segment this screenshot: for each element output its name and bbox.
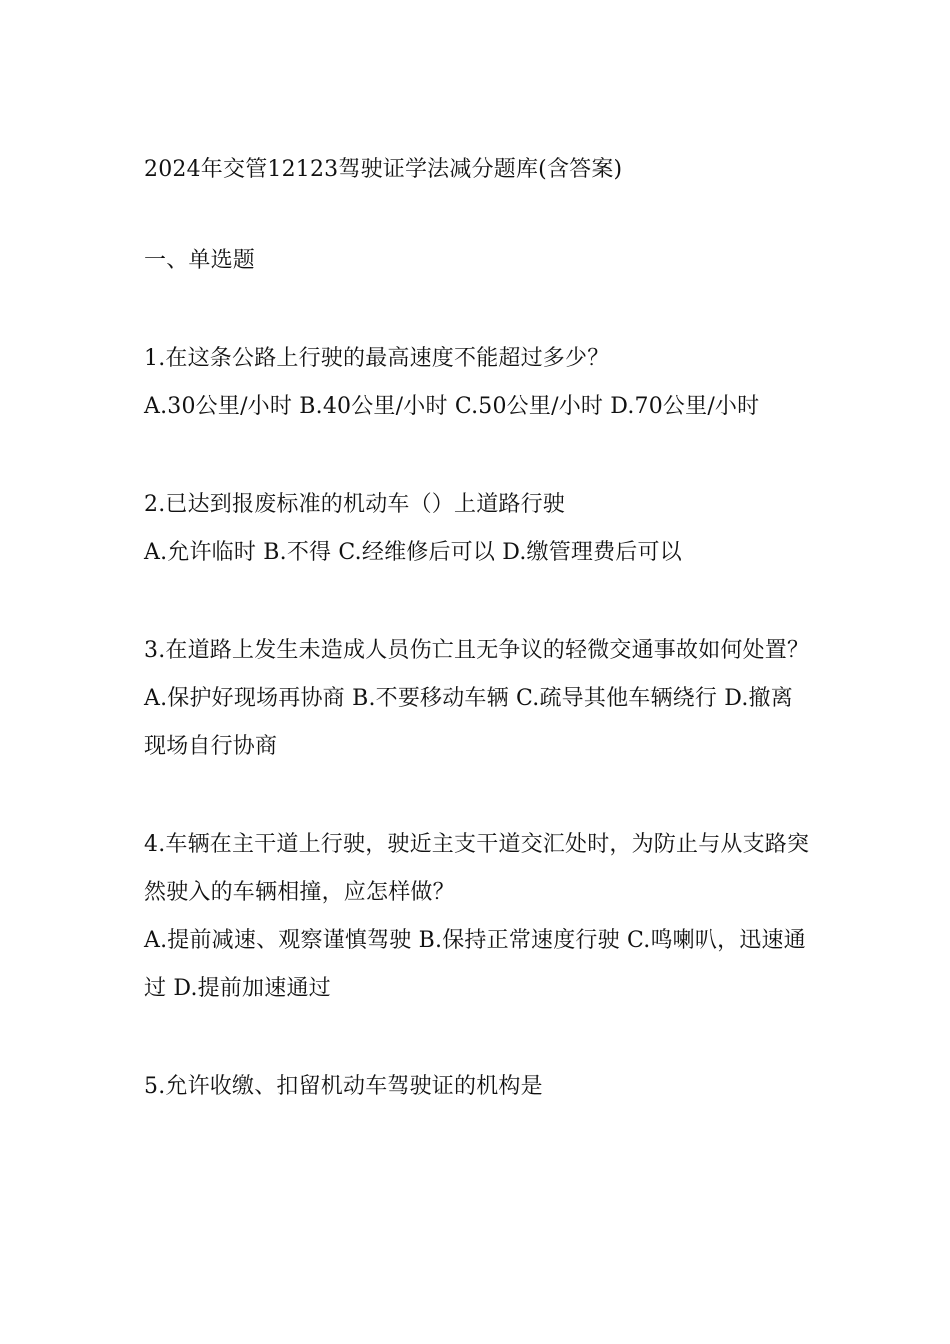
- question-text: 1.在这条公路上行驶的最高速度不能超过多少？: [144, 346, 610, 371]
- question-3: [144, 627, 814, 771]
- section-heading: 一、单选题: [144, 248, 256, 273]
- question-text: 5.允许收缴、扣留机动车驾驶证的机构是: [144, 1074, 543, 1099]
- question-text: 3.在道路上发生未造成人员伤亡且无争议的轻微交通事故如何处置？: [144, 638, 810, 663]
- question-options: A.提前减速、观察谨慎驾驶 B.保持正常速度行驶 C.鸣喇叭，迅速通过 D.提前加速通过: [144, 928, 806, 1001]
- question-options: A.允许临时 B.不得 C.经维修后可以 D.缴管理费后可以: [144, 540, 682, 565]
- question-text: 4.车辆在主干道上行驶，驶近主支干道交汇处时，为防止与从支路突然驶入的车辆相撞，应怎样做？: [144, 832, 810, 905]
- question-4: [144, 821, 814, 1013]
- question-text: 2.已达到报废标准的机动车（）上道路行驶: [144, 492, 565, 517]
- document-content: [144, 146, 814, 1111]
- document-title: 2024年交管12123驾驶证学法减分题库(含答案): [144, 157, 623, 182]
- question-5: [144, 1063, 814, 1111]
- question-options: A.保护好现场再协商 B.不要移动车辆 C.疏导其他车辆绕行 D.撤离现场自行协商: [144, 686, 793, 759]
- question-2: [144, 481, 814, 577]
- question-options: A.30公里/小时 B.40公里/小时 C.50公里/小时 D.70公里/小时: [144, 394, 760, 419]
- question-1: [144, 335, 814, 431]
